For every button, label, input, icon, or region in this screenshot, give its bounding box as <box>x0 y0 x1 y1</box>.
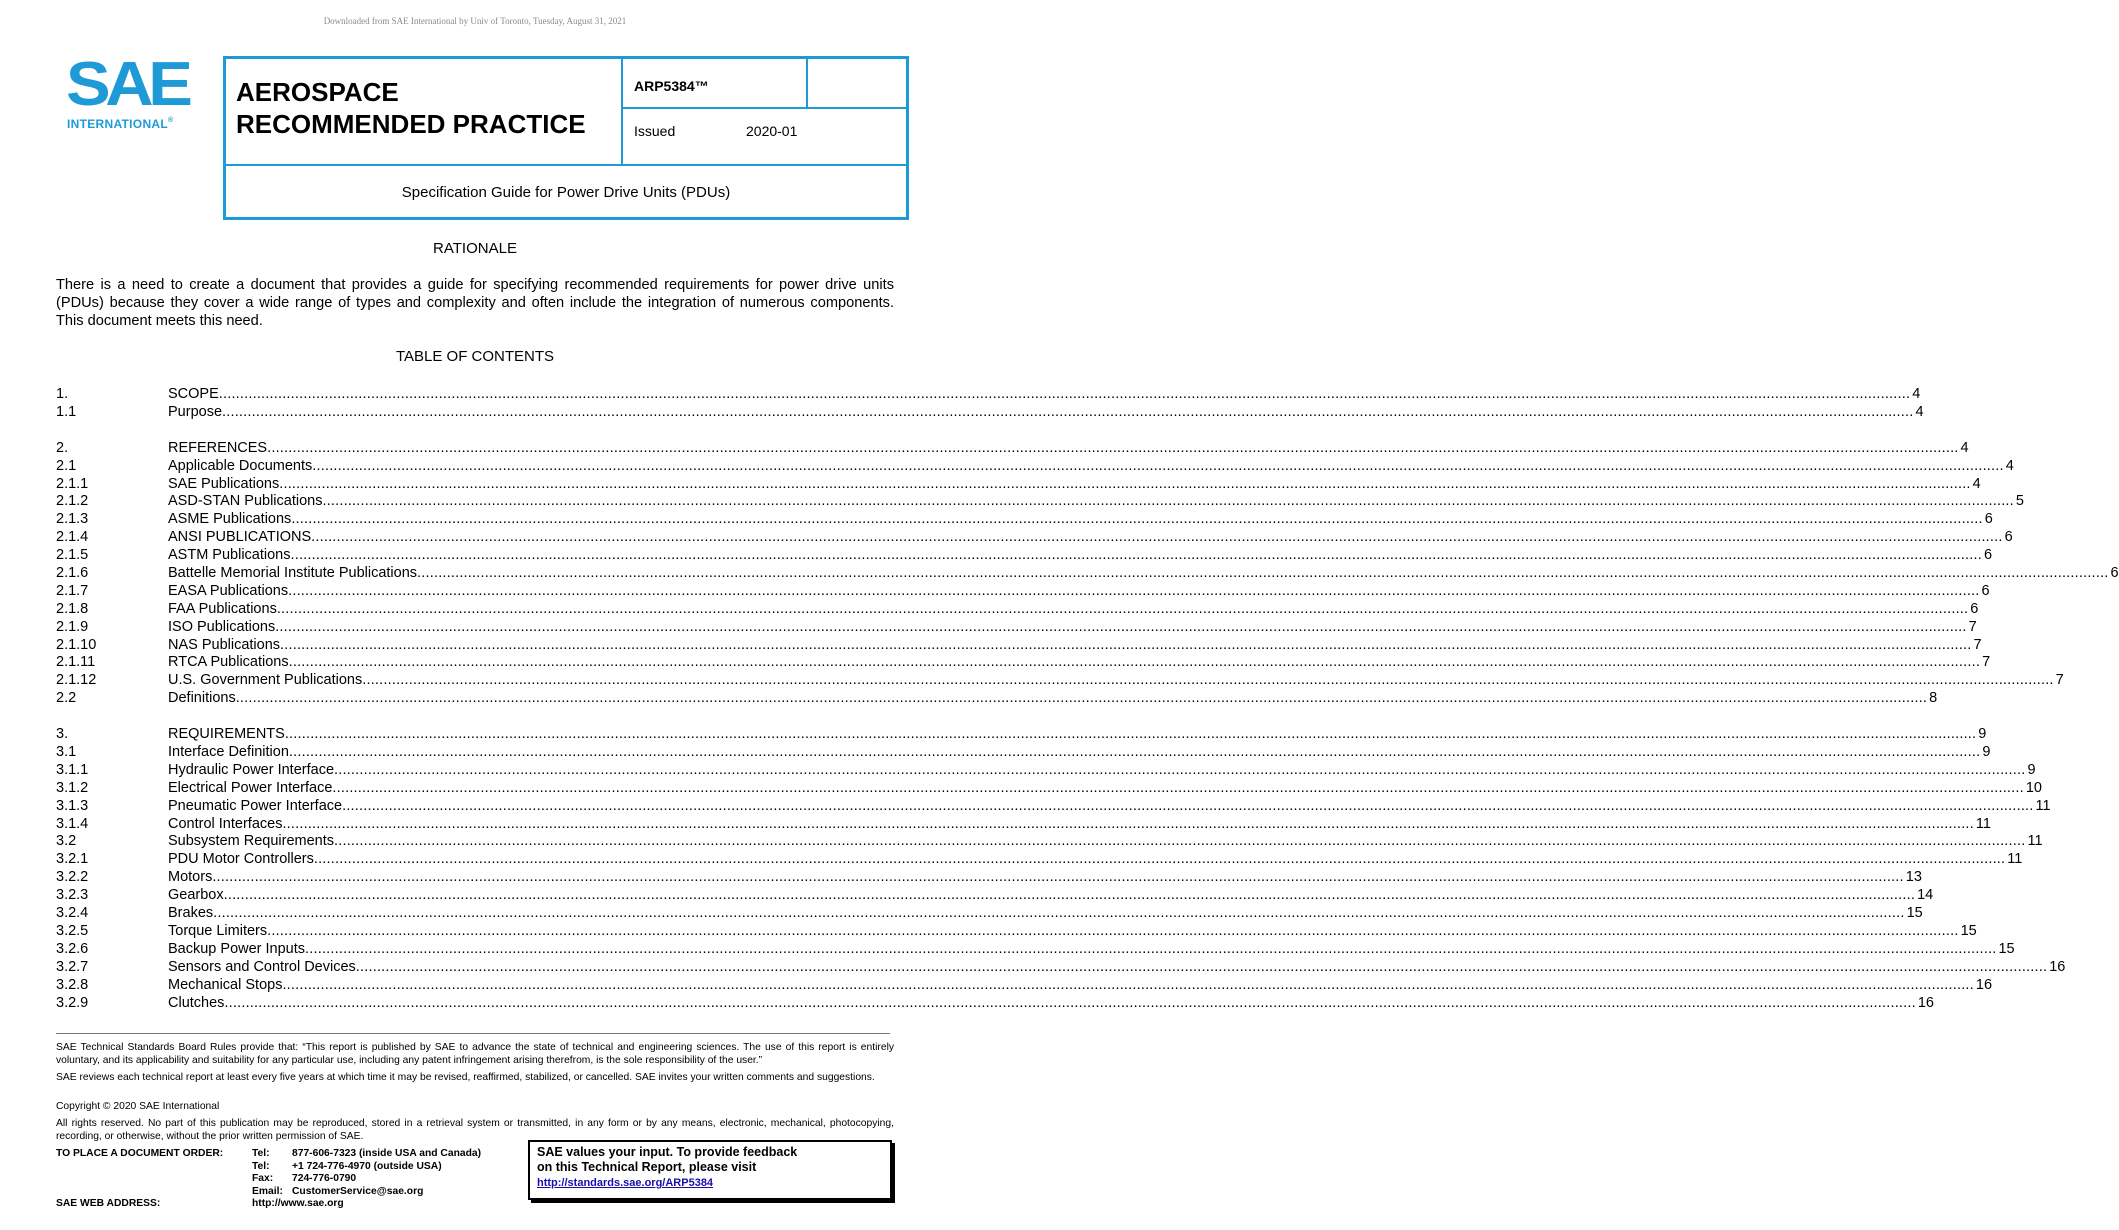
toc-entry-title: REFERENCES <box>168 439 268 456</box>
toc-entry-page: 8 <box>1929 690 1938 707</box>
toc-entry-line <box>168 403 1924 422</box>
tel-2: +1 724-776-4970 (outside USA) <box>292 1161 442 1172</box>
toc-leader-dots: ................................................................................................................................................................................................................................................................................................................................................................................................................ <box>267 922 1959 939</box>
toc-entry-title: Clutches <box>168 994 225 1011</box>
toc-entry-number: 3.1.2 <box>56 779 89 796</box>
frame-middle <box>223 164 909 166</box>
toc-entry[interactable] <box>56 726 1987 744</box>
toc-entry[interactable] <box>56 940 2015 959</box>
document-type-title <box>236 76 586 140</box>
toc-entry-line <box>168 600 1979 619</box>
toc-entry[interactable] <box>56 403 1924 422</box>
issued-label: Issued <box>634 123 676 139</box>
rationale-heading: RATIONALE <box>433 240 517 257</box>
logo-international <box>67 117 173 131</box>
toc-leader-dots: ................................................................................................................................................................................................................................................................................................................................................................................................................ <box>342 797 2034 814</box>
toc-entry-title: ASD-STAN Publications <box>168 493 323 510</box>
toc-entry-title: ASTM Publications <box>168 547 291 564</box>
toc-entry-line <box>168 439 1969 458</box>
review-text: SAE reviews each technical report at least every five years at which time it may be revised, reaffirmed, stabilized, or cancelled. SAE invites your written comments and suggestions. <box>56 1072 875 1083</box>
toc-leader-dots: ................................................................................................................................................................................................................................................................................................................................................................................................................ <box>332 779 2024 796</box>
toc-leader-dots: ................................................................................................................................................................................................................................................................................................................................................................................................................ <box>322 493 2014 510</box>
issued-date: 2020-01 <box>746 123 798 139</box>
toc-entry[interactable] <box>56 761 2036 780</box>
toc-entry-page: 11 <box>2007 851 2023 868</box>
toc-entry-number: 1.1 <box>56 403 77 420</box>
toc-leader-dots: ................................................................................................................................................................................................................................................................................................................................................................................................................ <box>288 744 1981 761</box>
toc-entry-line <box>168 529 2013 547</box>
toc-entry-page: 4 <box>1915 403 1924 420</box>
registered-mark: ® <box>168 117 174 124</box>
toc-entry-number: 3.2.8 <box>56 976 89 993</box>
toc-entry-page: 16 <box>2049 958 2066 975</box>
toc-leader-dots: ................................................................................................................................................................................................................................................................................................................................................................................................................ <box>267 439 1959 456</box>
toc-entry-title: Torque Limiters <box>168 922 268 939</box>
toc-entry-number: 2.1.4 <box>56 529 89 546</box>
toc-entry-page: 6 <box>1981 582 1990 599</box>
toc-entry-line <box>168 636 1982 655</box>
toc-entry[interactable] <box>56 779 2042 798</box>
toc-entry-title: REQUIREMENTS <box>168 726 285 743</box>
toc-entry-number: 1. <box>56 386 69 402</box>
toc-entry-line <box>168 887 1934 905</box>
toc-entry-line <box>168 851 2023 869</box>
toc-entry-page: 14 <box>1917 887 1934 904</box>
rights-text: All rights reserved. No part of this publication may be reproduced, stored in a retrieval system or transmitted, in any form or by any means, electronic, mechanical, photocopying, recording, or otherwise, without the prior written permission of SAE. <box>56 1118 894 1142</box>
toc-entry-title: Hydraulic Power Interface <box>168 761 335 778</box>
toc-entry-page: 9 <box>1982 744 1991 761</box>
toc-entry-line <box>168 744 1991 762</box>
toc-entry-page: 6 <box>2004 529 2013 546</box>
toc-entry-line <box>168 547 1993 565</box>
toc-entry-line <box>168 618 1977 637</box>
board-rules-text: SAE Technical Standards Board Rules provide that: “This report is published by SAE to advance the state of technical and engineering sciences. The use of this report is entirely voluntary, and its applicability and suitability for any particular use, including any patent infringement arising therefrom, is the sole responsibility of the user.” <box>56 1042 894 1066</box>
toc-entry-line <box>168 386 1921 404</box>
toc-entry-number: 2.1.5 <box>56 547 89 564</box>
toc-entry-number: 2.1.11 <box>56 654 96 671</box>
toc-entry-number: 2. <box>56 439 69 456</box>
toc-entry[interactable] <box>56 744 1991 762</box>
toc-leader-dots: ................................................................................................................................................................................................................................................................................................................................................................................................................ <box>213 905 1905 922</box>
toc-group <box>56 439 2119 708</box>
feedback-link[interactable]: http://standards.sae.org/ARP5384 <box>537 1177 714 1189</box>
toc-entry-page: 4 <box>1972 475 1981 492</box>
toc-entry-line <box>168 994 1934 1013</box>
toc-entry-page: 4 <box>2005 457 2014 474</box>
toc-entry-line <box>168 565 2119 583</box>
toc-entry-line <box>168 815 1991 834</box>
title-line-2: RECOMMENDED PRACTICE <box>236 109 586 139</box>
frame-bottom <box>223 217 909 220</box>
toc-leader-dots: ................................................................................................................................................................................................................................................................................................................................................................................................................ <box>223 887 1916 904</box>
toc-entry-line <box>168 976 1993 995</box>
toc-entry[interactable] <box>56 457 2014 476</box>
toc-entry-line <box>168 672 2064 690</box>
toc-entry-title: Applicable Documents <box>168 457 313 474</box>
toc-entry-line <box>168 797 2051 816</box>
toc-entry-line <box>168 582 1990 601</box>
toc-entry-page: 7 <box>1982 654 1991 671</box>
toc-entry-page: 6 <box>2110 565 2119 582</box>
toc-entry[interactable] <box>56 439 1969 458</box>
toc-entry-page: 6 <box>1984 511 1993 528</box>
toc-entry-number: 2.2 <box>56 690 77 707</box>
toc-leader-dots: ................................................................................................................................................................................................................................................................................................................................................................................................................ <box>282 815 1974 832</box>
table-of-contents <box>56 386 2119 1030</box>
document-number: ARP5384™ <box>634 78 709 94</box>
toc-entry-page: 9 <box>2027 761 2036 778</box>
tel-label-2: Tel: <box>252 1161 270 1172</box>
order-label: TO PLACE A DOCUMENT ORDER: <box>56 1148 224 1159</box>
toc-entry-title: SCOPE <box>168 386 219 402</box>
toc-entry[interactable] <box>56 833 2043 851</box>
toc-leader-dots: ................................................................................................................................................................................................................................................................................................................................................................................................................ <box>222 403 1914 420</box>
toc-leader-dots: ................................................................................................................................................................................................................................................................................................................................................................................................................ <box>311 529 2003 546</box>
toc-entry-line <box>168 475 1981 494</box>
toc-entry-page: 7 <box>2055 672 2064 689</box>
toc-entry-line <box>168 958 2066 977</box>
fax-label: Fax: <box>252 1173 274 1184</box>
toc-entry-number: 3.2 <box>56 833 77 850</box>
frame-divider-1 <box>621 56 623 166</box>
toc-entry[interactable] <box>56 529 2013 547</box>
toc-entry-title: Electrical Power Interface <box>168 779 333 796</box>
toc-entry[interactable] <box>56 815 1991 834</box>
toc-entry-title: Subsystem Requirements <box>168 833 335 850</box>
feedback-text <box>537 1145 797 1175</box>
toc-leader-dots: ................................................................................................................................................................................................................................................................................................................................................................................................................ <box>334 761 2026 778</box>
toc-leader-dots: ................................................................................................................................................................................................................................................................................................................................................................................................................ <box>284 726 1977 743</box>
email-address[interactable]: CustomerService@sae.org <box>292 1186 424 1197</box>
toc-entry-number: 3.2.5 <box>56 922 89 939</box>
toc-entry-title: Interface Definition <box>168 744 289 761</box>
toc-entry[interactable] <box>56 887 1934 905</box>
toc-entry[interactable] <box>56 511 1993 529</box>
logo-letters: SAE <box>66 50 188 119</box>
title-line-1: AEROSPACE <box>236 77 399 107</box>
copyright-text: Copyright © 2020 SAE International <box>56 1101 220 1112</box>
toc-entry-number: 2.1.2 <box>56 493 89 510</box>
toc-entry-line <box>168 726 1987 744</box>
toc-leader-dots: ................................................................................................................................................................................................................................................................................................................................................................................................................ <box>362 672 2054 689</box>
toc-entry-title: Purpose <box>168 403 223 420</box>
toc-entry-line <box>168 940 2015 959</box>
toc-leader-dots: ................................................................................................................................................................................................................................................................................................................................................................................................................ <box>334 833 2026 850</box>
toc-entry-title: Brakes <box>168 905 214 922</box>
toc-entry-page: 4 <box>1960 439 1969 456</box>
toc-entry-title: SAE Publications <box>168 475 280 492</box>
toc-leader-dots: ................................................................................................................................................................................................................................................................................................................................................................................................................ <box>279 475 1971 492</box>
toc-entry-page: 11 <box>1975 815 1991 832</box>
feedback-box <box>528 1140 892 1200</box>
toc-entry-page: 10 <box>2025 779 2042 796</box>
tel-label-1: Tel: <box>252 1148 270 1159</box>
toc-entry[interactable] <box>56 905 1923 923</box>
download-notice: Downloaded from SAE International by Univ of Toronto, Tuesday, August 31, 2021 <box>323 16 627 26</box>
toc-entry[interactable] <box>56 600 1979 619</box>
toc-entry-number: 3.1.3 <box>56 797 89 814</box>
sae-logo <box>66 50 196 134</box>
frame-divider-3 <box>621 107 909 109</box>
toc-entry-title: PDU Motor Controllers <box>168 851 314 868</box>
fax-number: 724-776-0790 <box>292 1173 357 1184</box>
toc-entry-page: 5 <box>2015 493 2024 510</box>
toc-leader-dots: ................................................................................................................................................................................................................................................................................................................................................................................................................ <box>312 457 2004 474</box>
toc-entry-number: 3.1.4 <box>56 815 89 832</box>
toc-entry-page: 13 <box>1905 869 1922 886</box>
toc-entry-page: 15 <box>1906 905 1923 922</box>
toc-entry-number: 3.1 <box>56 744 77 761</box>
toc-entry-page: 11 <box>2027 833 2043 850</box>
toc-entry-number: 2.1.6 <box>56 565 89 582</box>
toc-entry-line <box>168 922 1977 941</box>
toc-entry-title: RTCA Publications <box>168 654 289 671</box>
toc-entry-title: Definitions <box>168 690 236 707</box>
toc-entry-title: ISO Publications <box>168 618 276 635</box>
toc-entry-page: 7 <box>1968 618 1977 635</box>
toc-entry-title: Motors <box>168 869 213 886</box>
toc-entry-number: 3.2.7 <box>56 958 89 975</box>
toc-entry[interactable] <box>56 797 2051 816</box>
toc-entry[interactable] <box>56 869 1922 887</box>
toc-group <box>56 726 2066 1012</box>
toc-entry-page: 6 <box>1970 600 1979 617</box>
toc-entry[interactable] <box>56 851 2023 869</box>
toc-entry-line <box>168 779 2042 798</box>
toc-entry-number: 3.2.2 <box>56 869 89 886</box>
document-subtitle: Specification Guide for Power Drive Units (PDUs) <box>401 184 731 201</box>
toc-entry[interactable] <box>56 690 1938 708</box>
toc-entry-line <box>168 690 1938 708</box>
email-label: Email: <box>252 1186 283 1197</box>
toc-entry-number: 3.2.1 <box>56 851 89 868</box>
toc-entry-title: EASA Publications <box>168 582 289 599</box>
toc-entry-title: ANSI PUBLICATIONS <box>168 529 312 546</box>
toc-entry-number: 3.2.3 <box>56 887 89 904</box>
toc-entry-title: Gearbox <box>168 887 224 904</box>
toc-entry-number: 2.1 <box>56 457 77 474</box>
toc-leader-dots: ................................................................................................................................................................................................................................................................................................................................................................................................................ <box>212 869 1904 886</box>
toc-entry-page: 11 <box>2035 797 2051 814</box>
rationale-text: There is a need to create a document that provides a guide for specifying recommended requirements for power drive units (PDUs) because they cover a wide range of types and complexity and often include the integration of numerous components. This document meets this need. <box>56 277 894 329</box>
toc-entry-title: U.S. Government Publications <box>168 672 363 689</box>
toc-entry-page: 6 <box>1983 547 1993 564</box>
toc-entry-line <box>168 761 2036 780</box>
toc-entry-number: 2.1.12 <box>56 672 97 689</box>
frame-divider-2 <box>806 56 808 108</box>
toc-entry-number: 2.1.9 <box>56 618 89 635</box>
toc-entry[interactable] <box>56 582 1990 601</box>
toc-group <box>56 386 1924 422</box>
toc-entry-line <box>168 833 2043 851</box>
toc-leader-dots: ................................................................................................................................................................................................................................................................................................................................................................................................................ <box>290 547 1982 564</box>
toc-entry[interactable] <box>56 976 1993 995</box>
toc-leader-dots: ................................................................................................................................................................................................................................................................................................................................................................................................................ <box>313 851 2006 868</box>
toc-leader-dots: ................................................................................................................................................................................................................................................................................................................................................................................................................ <box>288 654 1981 671</box>
toc-entry[interactable] <box>56 547 1993 565</box>
toc-entry-number: 3.2.4 <box>56 905 89 922</box>
toc-leader-dots: ................................................................................................................................................................................................................................................................................................................................................................................................................ <box>224 994 1916 1011</box>
toc-entry[interactable] <box>56 922 1977 941</box>
toc-leader-dots: ................................................................................................................................................................................................................................................................................................................................................................................................................ <box>235 690 1928 707</box>
toc-entry-number: 2.1.7 <box>56 582 89 599</box>
toc-entry[interactable] <box>56 475 1981 494</box>
feedback-line-2: on this Technical Report, please visit <box>537 1160 757 1174</box>
toc-leader-dots: ................................................................................................................................................................................................................................................................................................................................................................................................................ <box>417 565 2109 582</box>
toc-entry[interactable] <box>56 672 2064 690</box>
toc-entry-page: 9 <box>1978 726 1987 743</box>
toc-entry-title: Mechanical Stops <box>168 976 283 993</box>
toc-heading: TABLE OF CONTENTS <box>395 348 555 365</box>
toc-entry-page: 7 <box>1973 636 1982 653</box>
toc-entry-title: Battelle Memorial Institute Publications <box>168 565 418 582</box>
toc-leader-dots: ................................................................................................................................................................................................................................................................................................................................................................................................................ <box>276 600 1969 617</box>
toc-leader-dots: ................................................................................................................................................................................................................................................................................................................................................................................................................ <box>280 636 1972 653</box>
toc-entry[interactable] <box>56 386 1921 404</box>
toc-entry-page: 15 <box>1998 940 2015 957</box>
toc-entry-number: 2.1.3 <box>56 511 89 528</box>
toc-entry[interactable] <box>56 618 1977 637</box>
feedback-line-1: SAE values your input. To provide feedback <box>537 1145 798 1159</box>
toc-entry-number: 3.1.1 <box>56 761 89 778</box>
toc-entry-line <box>168 511 1993 529</box>
toc-entry-number: 3.2.6 <box>56 940 89 957</box>
toc-entry-line <box>168 905 1923 923</box>
toc-entry[interactable] <box>56 958 2066 977</box>
toc-entry[interactable] <box>56 654 1991 672</box>
toc-entry-number: 2.1.1 <box>56 475 89 492</box>
toc-entry-line <box>168 869 1922 887</box>
toc-leader-dots: ................................................................................................................................................................................................................................................................................................................................................................................................................ <box>291 511 1983 528</box>
toc-entry-title: ASME Publications <box>168 511 292 528</box>
toc-entry-line <box>168 654 1991 672</box>
toc-entry[interactable] <box>56 565 2119 583</box>
logo-international-text: INTERNATIONAL <box>67 117 169 131</box>
toc-entry-title: NAS Publications <box>168 636 281 653</box>
toc-leader-dots: ................................................................................................................................................................................................................................................................................................................................................................................................................ <box>288 582 1980 599</box>
toc-entry-line <box>168 493 2024 511</box>
toc-entry-title: Control Interfaces <box>168 815 283 832</box>
toc-entry-page: 4 <box>1912 386 1921 402</box>
toc-entry-page: 16 <box>1917 994 1934 1011</box>
toc-entry-line <box>168 457 2014 476</box>
toc-entry[interactable] <box>56 636 1982 655</box>
toc-leader-dots: ................................................................................................................................................................................................................................................................................................................................................................................................................ <box>282 976 1974 993</box>
toc-entry-number: 3.2.9 <box>56 994 89 1011</box>
web-label: SAE WEB ADDRESS: <box>56 1198 161 1209</box>
toc-entry-title: Pneumatic Power Interface <box>168 797 343 814</box>
toc-entry-title: Sensors and Control Devices <box>168 958 356 975</box>
toc-entry-page: 16 <box>1975 976 1993 993</box>
frame-right <box>906 56 909 220</box>
toc-entry-title: Backup Power Inputs <box>168 940 306 957</box>
toc-leader-dots: ................................................................................................................................................................................................................................................................................................................................................................................................................ <box>218 386 1911 402</box>
toc-leader-dots: ................................................................................................................................................................................................................................................................................................................................................................................................................ <box>305 940 1997 957</box>
tel-1: 877-606-7323 (inside USA and Canada) <box>292 1148 482 1159</box>
footer-divider <box>56 1033 890 1034</box>
web-address[interactable]: http://www.sae.org <box>252 1198 344 1209</box>
toc-leader-dots: ................................................................................................................................................................................................................................................................................................................................................................................................................ <box>355 958 2048 975</box>
toc-entry-number: 3. <box>56 726 69 743</box>
toc-leader-dots: ................................................................................................................................................................................................................................................................................................................................................................................................................ <box>275 618 1967 635</box>
toc-entry[interactable] <box>56 493 2024 511</box>
toc-entry-number: 2.1.8 <box>56 600 89 617</box>
toc-entry[interactable] <box>56 994 1934 1013</box>
toc-entry-page: 15 <box>1960 922 1977 939</box>
toc-entry-title: FAA Publications <box>168 600 277 617</box>
toc-entry-number: 2.1.10 <box>56 636 97 653</box>
